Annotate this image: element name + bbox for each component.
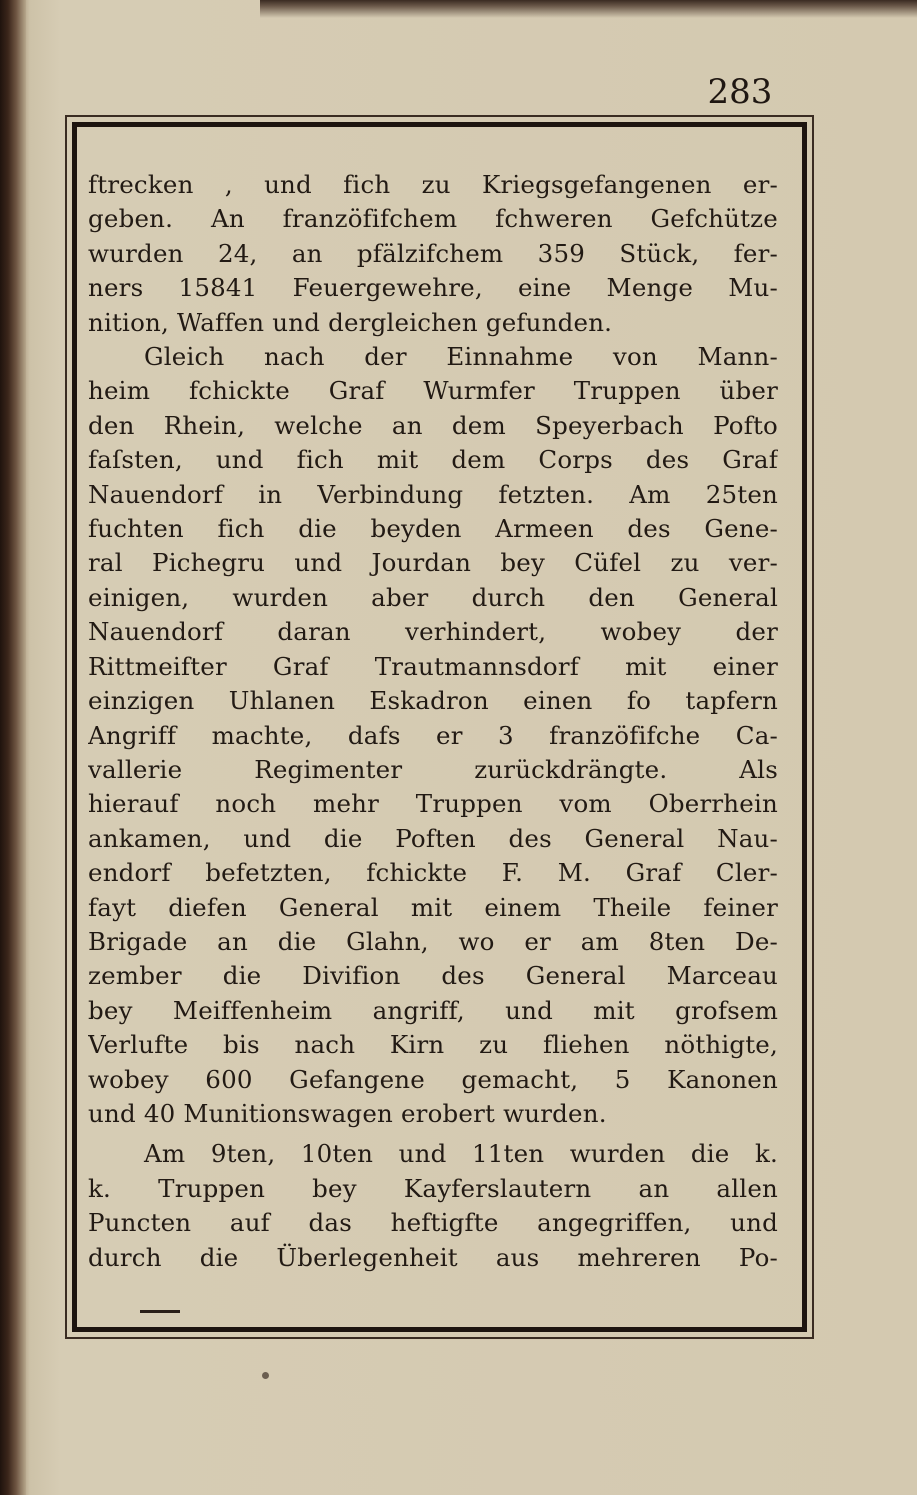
book-spine	[0, 0, 26, 1495]
text-line: ankamen, und die Poften des General Nau-	[88, 823, 778, 853]
text-line: ral Pichegru und Jourdan bey Cüfel zu ver-	[88, 548, 778, 578]
text-line: wurden 24, an pfälzifchem 359 Stück, fer-	[88, 238, 778, 268]
text-line: endorf befetzten, fchickte F. M. Graf Cler-	[88, 858, 778, 888]
text-line: Gleich nach der Einnahme von Mann-	[144, 342, 778, 372]
text-line: ftrecken , und fich zu Kriegsgefangenen er-	[88, 170, 778, 199]
text-line: den Rhein, welche an dem Speyerbach Pofto	[88, 410, 778, 440]
text-line: vallerie Regimenter zurückdrängte. Als	[88, 754, 778, 784]
footer-rule-mark	[140, 1310, 180, 1313]
text-line: geben. An franzöfifchem fchweren Gefchütze	[88, 204, 778, 234]
text-line: und 40 Munitionswagen erobert wurden.	[88, 1098, 607, 1128]
text-line: k. Truppen bey Kayferslautern an allen	[88, 1173, 778, 1203]
text-line: nition, Waffen und dergleichen gefunden.	[88, 307, 613, 337]
text-line: heim fchickte Graf Wurmfer Truppen über	[88, 376, 778, 406]
text-line: Verlufte bis nach Kirn zu fliehen nöthigte,	[88, 1030, 778, 1060]
text-line: Nauendorf in Verbindung fetzten. Am 25ten	[88, 479, 778, 509]
text-line: einigen, wurden aber durch den General	[88, 582, 778, 612]
ink-speck	[262, 1372, 269, 1379]
text-line: bey Meiffenheim angriff, und mit grofsem	[88, 995, 778, 1025]
text-line: faſsten, und fich mit dem Corps des Graf	[88, 445, 778, 475]
body-text	[88, 168, 778, 1275]
text-line: Angriff machte, dafs er 3 franzöfifche Ca-	[88, 720, 778, 750]
text-line: Am 9ten, 10ten und 11ten wurden die k.	[144, 1139, 778, 1169]
text-line: Nauendorf daran verhindert, wobey der	[88, 617, 778, 647]
text-line: Puncten auf das heftigfte angegriffen, und	[88, 1208, 778, 1238]
text-line: einzigen Uhlanen Eskadron einen fo tapfern	[88, 686, 778, 716]
text-line: wobey 600 Gefangene gemacht, 5 Kanonen	[88, 1064, 778, 1094]
text-line: Rittmeifter Graf Trautmannsdorf mit einer	[88, 651, 778, 681]
text-line: fayt diefen General mit einem Theile feiner	[88, 892, 778, 922]
page-edge-shadow	[260, 0, 917, 18]
text-line: Brigade an die Glahn, wo er am 8ten De-	[88, 926, 778, 956]
text-line: zember die Divifion des General Marceau	[88, 961, 778, 991]
text-line: ners 15841 Feuergewehre, eine Menge Mu-	[88, 273, 778, 303]
text-line: hierauf noch mehr Truppen vom Oberrhein	[88, 789, 778, 819]
page-number: 283	[707, 72, 773, 112]
text-line: durch die Überlegenheit aus mehreren Po-	[88, 1242, 778, 1272]
text-line: fuchten fich die beyden Armeen des Gene-	[88, 514, 778, 544]
